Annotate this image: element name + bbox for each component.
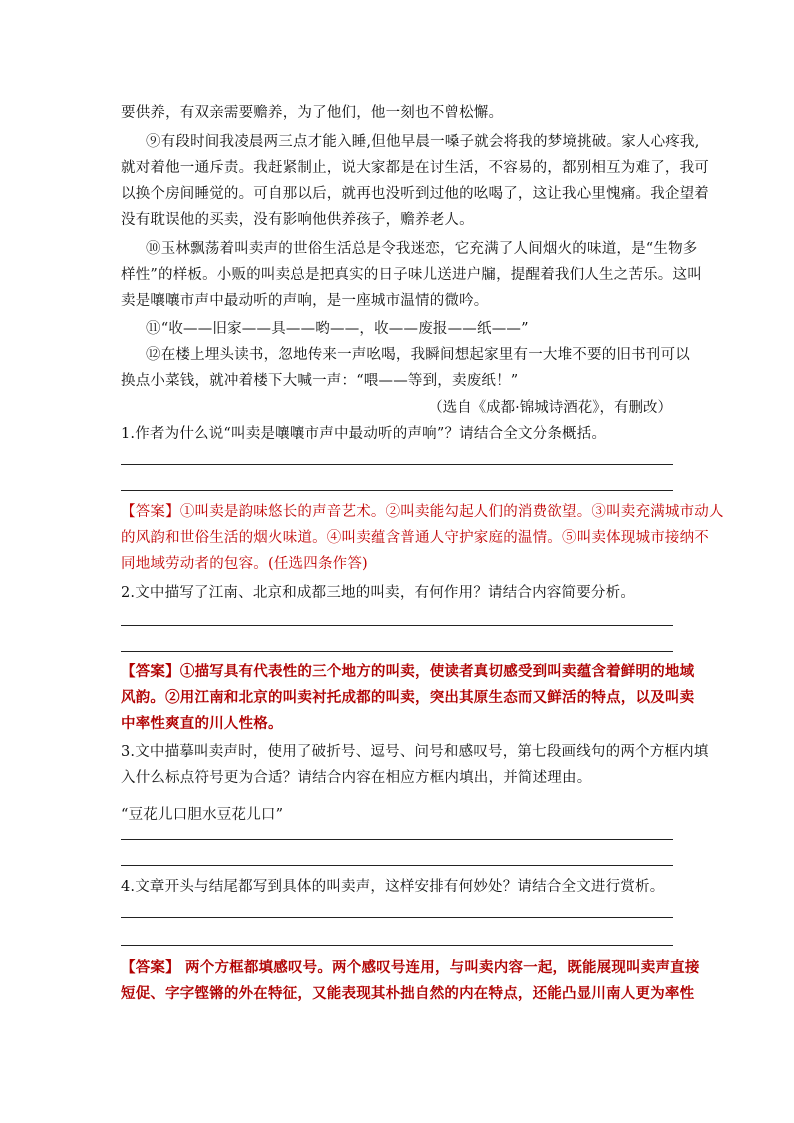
answer-4-line-2: 短促、字字铿锵的外在特征，又能表现其朴拙自然的内在特点，还能凸显川南人更为率性: [121, 985, 695, 1002]
answer-tag: 【答案】: [121, 504, 180, 520]
paragraph-9-line-4: 没有耽误他的买卖，没有影响他供养孩子，赡养老人。: [121, 212, 474, 228]
answer-line: [121, 839, 673, 840]
answer-2-line-1: 【答案】①描写具有代表性的三个地方的叫卖，使读者真切感受到叫卖蕴含着鲜明的地域: [121, 663, 695, 680]
source-citation: （选自《成都·锦城诗酒花》，有删改）: [428, 400, 672, 416]
paragraph-8-tail: 要供养，有双亲需要赡养，为了他们，他一刻也不曾松懈。: [121, 105, 504, 121]
paragraph-10-line-1: ⑩玉林飘荡着叫卖声的世俗生活总是令我迷恋，它充满了人间烟火的味道，是“生物多: [146, 241, 698, 257]
answer-1-line-2: 的风韵和世俗生活的烟火味道。④叫卖蕴含普通人守护家庭的温情。⑤叫卖体现城市接纳不: [121, 530, 709, 546]
question-3-example: “豆花儿口胆水豆花儿口”: [121, 807, 284, 823]
question-4: 4.文章开头与结尾都写到具体的叫卖声，这样安排有何妙处？请结合全文进行赏析。: [121, 879, 665, 895]
answer-2-line-2: 风韵。②用江南和北京的叫卖衬托成都的叫卖，突出其原生态而又鲜活的特点，以及叫卖: [121, 689, 695, 706]
paragraph-11: ⑪“收——旧家——具——哟——，收——废报——纸——”: [146, 321, 529, 337]
answer-line: [121, 865, 673, 866]
answer-tag: 【答案】: [121, 663, 180, 680]
answer-1-line-3: 同地域劳动者的包容。(任选四条作答): [121, 556, 368, 572]
answer-line: [121, 651, 673, 652]
question-3-line-2: 入什么标点符号更为合适？请结合内容在相应方框内填出，并简述理由。: [121, 770, 592, 786]
question-2: 2.文中描写了江南、北京和成都三地的叫卖，有何作用？请结合内容简要分析。: [121, 585, 636, 601]
answer-line: [121, 490, 673, 491]
answer-line: [121, 917, 673, 918]
answer-tag: 【答案】: [121, 959, 180, 976]
answer-2-line-3: 中率性爽直的川人性格。: [121, 715, 283, 732]
paragraph-12-line-2: 换点小菜钱，就冲着楼下大喊一声：“喂——等到，卖废纸！”: [121, 373, 519, 389]
paragraph-9-line-2: 就对着他一通斥责。我赶紧制止，说大家都是在讨生活，不容易的，都别相互为难了，我可: [121, 160, 709, 176]
paragraph-9-line-1: ⑨有段时间我凌晨两三点才能入睡,但他早晨一嗓子就会将我的梦境挑破。家人心疼我,: [146, 134, 700, 150]
answer-line: [121, 464, 673, 465]
answer-1-line-1: 【答案】①叫卖是韵味悠长的声音艺术。②叫卖能勾起人们的消费欲望。③叫卖充满城市动人: [121, 504, 724, 520]
paragraph-9-line-3: 以换个房间睡觉的。可自那以后，就再也没听到过他的吆喝了，这让我心里愧痛。我企望着: [121, 186, 709, 202]
answer-line: [121, 945, 673, 946]
question-1: 1.作者为什么说“叫卖是嚷嚷市声中最动听的声响”？请结合全文分条概括。: [121, 426, 607, 442]
paragraph-10-line-2: 样性”的样板。小贩的叫卖总是把真实的日子味儿送进户牖，提醒着我们人生之苦乐。这叫: [121, 267, 702, 283]
paragraph-10-line-3: 卖是嚷嚷市声中最动听的声响，是一座城市温情的微吟。: [121, 293, 489, 309]
question-3-line-1: 3.文中描摹叫卖声时，使用了破折号、逗号、问号和感叹号，第七段画线句的两个方框内填: [121, 744, 709, 760]
answer-4-line-1: 【答案】 两个方框都填感叹号。两个感叹号连用，与叫卖内容一起，既能展现叫卖声直接: [121, 959, 700, 976]
paragraph-12-line-1: ⑫在楼上埋头读书，忽地传来一声吆喝，我瞬间想起家里有一大堆不要的旧书刊可以: [146, 347, 690, 363]
answer-line: [121, 625, 673, 626]
